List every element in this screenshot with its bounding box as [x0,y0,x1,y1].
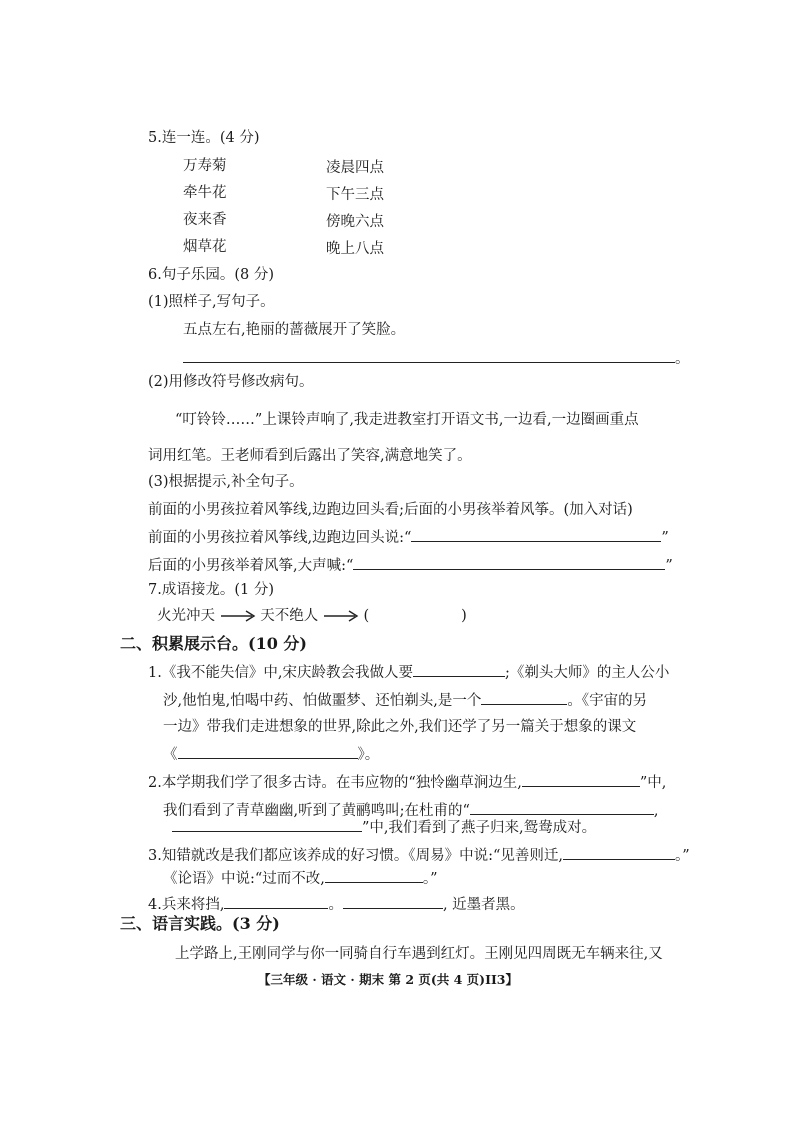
answer-blank[interactable] [183,348,675,363]
answer-blank[interactable] [411,527,661,542]
answer-blank[interactable] [325,868,423,883]
s2-q2-line-1 [148,772,666,793]
section2-title: 二、积累展示台。(10 分) [120,634,307,653]
answer-blank[interactable] [178,744,358,759]
s2-q3-text-d: 。” [422,871,438,887]
q5-flower-4: 烟草花 [183,239,227,255]
s2-q4-text-c: , [442,897,448,913]
q5-flower-3: 夜来香 [183,212,227,228]
answer-blank[interactable] [522,772,640,787]
long-arrow-right-icon [220,610,256,622]
answer-blank[interactable] [563,845,675,860]
s2-q1-line-1 [148,662,669,683]
q5-flower-1: 万寿菊 [183,158,227,174]
s2-q1-text-a: 1.《我不能失信》中,宋庆龄教会我做人要 [148,665,413,681]
q5-time-2: 下午三点 [326,187,384,203]
q6-sub2-sentence-2: 词用红笔。王老师看到后露出了笑容,满意地笑了。 [148,448,472,464]
s2-q1-line-3: 一边》带我们走进想象的世界,除此之外,我们还学了另一篇关于想象的课文 [163,719,637,735]
s2-q1-text-g: 》。 [357,747,380,763]
q6-sub2-title: (2)用修改符号修改病句。 [148,374,314,390]
q6-sub3-back-text: 后面的小男孩举着风筝,大声喊:“ [148,558,354,574]
period-mark: 。 [675,351,690,367]
s2-q1-text-d: 。《宇宙的另 [567,693,648,709]
s2-q3-line-2 [163,868,438,889]
s2-q3-text-c: 《论语》中说:“过而不改, [163,871,325,887]
q7-title: 7.成语接龙。(1 分) [148,582,274,598]
s2-q3-line-1 [148,845,690,866]
section3-text: 上学路上,王刚同学与你一同骑自行车遇到红灯。王刚见四周既无车辆来往,又 [175,946,663,962]
s2-q1-text-f: 《 [163,747,178,763]
s2-q2-text-d: , [653,803,659,819]
s2-q3-text-b: 。” [675,848,690,864]
answer-blank[interactable] [481,690,567,705]
s2-q1-line-4 [163,744,379,765]
answer-blank[interactable] [470,800,654,815]
q6-sub3-front-line [148,527,669,548]
section3-title: 三、语言实践。(3 分) [120,914,280,933]
q5-time-1: 凌晨四点 [326,160,384,176]
q6-title: 6.句子乐园。(8 分) [148,267,274,283]
answer-blank[interactable] [343,894,443,909]
q6-sub3-front-text: 前面的小男孩拉着风筝线,边跑边回头说:“ [148,530,412,546]
q6-sub1-answer-line[interactable] [183,348,690,369]
q6-sub1-title: (1)照样子,写句子。 [148,294,275,310]
page-footer: 【三年级 · 语文 · 期末 第 2 页(共 4 页)II3】 [258,972,518,987]
q5-time-3: 傍晚六点 [326,214,384,230]
answer-blank[interactable] [224,894,328,909]
s2-q2-text-c: 我们看到了青草幽幽,听到了黄鹂鸣叫;在杜甫的“ [163,803,470,819]
answer-blank[interactable] [172,817,362,832]
s2-q3-text-a: 3.知错就改是我们都应该养成的好习惯。《周易》中说:“见善则迁, [148,848,563,864]
q7-paren-open: ( [363,608,370,624]
s2-q4-line [148,894,525,915]
q6-sub2-sentence-1: “叮铃铃……”上课铃声响了,我走进教室打开语文书,一边看,一边圈画重点 [175,412,639,428]
q6-sub3-given: 前面的小男孩拉着风筝线,边跑边回头看;后面的小男孩举着风筝。(加入对话) [148,502,633,518]
answer-blank[interactable] [353,555,665,570]
s2-q4-text-b: 。 [328,897,343,913]
q6-sub1-example: 五点左右,艳丽的蔷薇展开了笑脸。 [183,322,406,338]
long-arrow-right-icon [323,610,359,622]
s2-q1-text-b: ;《剃头大师》的主人公小 [504,665,670,681]
q5-title: 5.连一连。(4 分) [148,130,260,146]
s2-q1-line-2 [163,690,647,711]
s2-q2-text-b: ”中, [639,775,667,791]
q5-time-4: 晚上八点 [326,241,384,257]
q6-sub3-back-line [148,555,673,576]
s2-q1-text-c: 沙,他怕鬼,怕喝中药、怕做噩梦、还怕剃头,是一个 [163,693,482,709]
s2-q2-line-3 [172,817,596,838]
s2-q2-text-a: 2.本学期我们学了很多古诗。在韦应物的“独怜幽草涧边生, [148,775,522,791]
q7-idiom-chain [157,606,467,626]
s2-q4-text-a: 4.兵来将挡, [148,897,225,913]
q7-idiom-1: 火光冲天 [157,608,215,624]
close-quote: ” [661,530,669,546]
q7-idiom-2: 天不绝人 [260,608,319,624]
s2-q4-text-d: 近墨者黑。 [452,897,525,913]
q7-paren-close: ) [461,608,467,624]
q6-sub3-title: (3)根据提示,补全句子。 [148,474,304,490]
answer-blank[interactable] [413,662,505,677]
q5-flower-2: 牵牛花 [183,185,227,201]
s2-q2-text-e: ”中,我们看到了燕子归来,鸳鸯成对。 [362,820,597,836]
close-quote: ” [665,558,673,574]
